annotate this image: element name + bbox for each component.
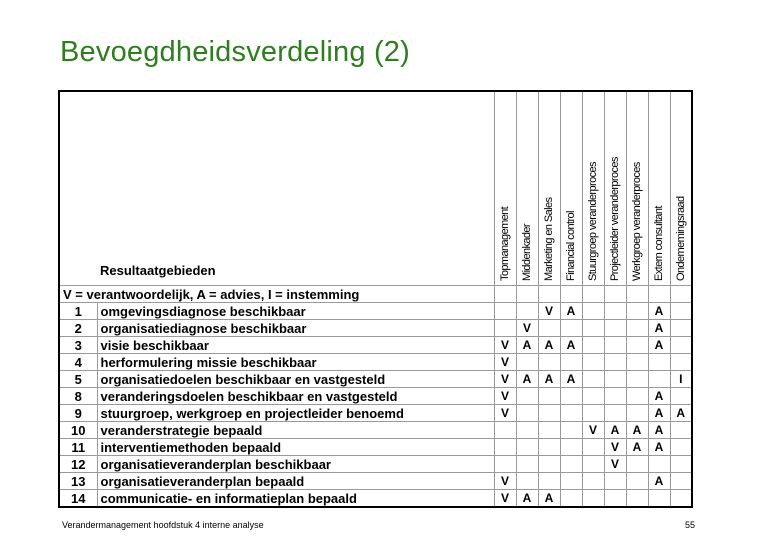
column-header-label: Middenkader bbox=[521, 224, 533, 281]
authority-cell: A bbox=[516, 490, 538, 508]
authority-cell bbox=[516, 422, 538, 439]
table-heading: Resultaatgebieden bbox=[100, 263, 216, 278]
authority-cell bbox=[582, 473, 604, 490]
authority-cell bbox=[626, 303, 648, 320]
authority-cell: V bbox=[494, 337, 516, 354]
authority-cell: A bbox=[538, 337, 560, 354]
authority-cell: A bbox=[670, 405, 692, 422]
authority-cell bbox=[538, 473, 560, 490]
legend-empty-cell bbox=[582, 286, 604, 303]
table-row bbox=[59, 371, 692, 388]
authority-cell bbox=[604, 473, 626, 490]
authority-cell: I bbox=[670, 371, 692, 388]
legend-empty-cell bbox=[670, 286, 692, 303]
row-label: visie beschikbaar bbox=[97, 337, 494, 354]
authority-cell bbox=[670, 456, 692, 473]
authority-cell bbox=[670, 439, 692, 456]
column-header bbox=[538, 91, 560, 286]
header-cell bbox=[59, 91, 494, 286]
legend-row bbox=[59, 286, 692, 303]
authority-cell: V bbox=[494, 354, 516, 371]
authority-cell bbox=[560, 405, 582, 422]
slide-title: Bevoegdheidsverdeling (2) bbox=[60, 36, 410, 68]
authority-cell bbox=[626, 490, 648, 508]
row-number: 14 bbox=[59, 490, 97, 508]
table-row bbox=[59, 388, 692, 405]
authority-cell bbox=[494, 303, 516, 320]
authority-cell: A bbox=[648, 473, 670, 490]
authority-cell: A bbox=[648, 337, 670, 354]
authority-cell: A bbox=[648, 388, 670, 405]
authority-cell: V bbox=[604, 439, 626, 456]
table-row bbox=[59, 320, 692, 337]
authority-cell: A bbox=[648, 320, 670, 337]
authority-cell: A bbox=[648, 439, 670, 456]
row-label: veranderingsdoelen beschikbaar en vastgesteld bbox=[97, 388, 494, 405]
row-number: 13 bbox=[59, 473, 97, 490]
row-label: organisatiediagnose beschikbaar bbox=[97, 320, 494, 337]
authority-cell: A bbox=[538, 371, 560, 388]
row-number: 2 bbox=[59, 320, 97, 337]
authority-table-container bbox=[58, 90, 691, 504]
row-label: organisatiedoelen beschikbaar en vastgesteld bbox=[97, 371, 494, 388]
authority-cell bbox=[648, 371, 670, 388]
authority-cell bbox=[626, 388, 648, 405]
authority-cell bbox=[604, 303, 626, 320]
authority-cell bbox=[582, 405, 604, 422]
authority-cell bbox=[670, 354, 692, 371]
authority-cell: A bbox=[560, 371, 582, 388]
authority-cell bbox=[582, 490, 604, 508]
authority-cell bbox=[560, 354, 582, 371]
authority-cell: A bbox=[648, 303, 670, 320]
authority-cell bbox=[626, 405, 648, 422]
authority-cell bbox=[560, 320, 582, 337]
column-header-label: Marketing en Sales bbox=[543, 197, 555, 281]
legend-empty-cell bbox=[538, 286, 560, 303]
authority-cell: A bbox=[538, 490, 560, 508]
table-row bbox=[59, 422, 692, 439]
authority-cell: V bbox=[494, 388, 516, 405]
row-number: 12 bbox=[59, 456, 97, 473]
authority-cell bbox=[494, 422, 516, 439]
authority-cell bbox=[604, 388, 626, 405]
authority-cell: A bbox=[648, 422, 670, 439]
table-row bbox=[59, 354, 692, 371]
authority-cell bbox=[604, 490, 626, 508]
row-number: 1 bbox=[59, 303, 97, 320]
column-header bbox=[670, 91, 692, 286]
authority-cell bbox=[538, 422, 560, 439]
row-label: omgevingsdiagnose beschikbaar bbox=[97, 303, 494, 320]
row-number: 8 bbox=[59, 388, 97, 405]
authority-cell: V bbox=[538, 303, 560, 320]
column-header bbox=[582, 91, 604, 286]
authority-cell bbox=[560, 422, 582, 439]
authority-cell bbox=[516, 303, 538, 320]
authority-cell bbox=[626, 354, 648, 371]
authority-cell: V bbox=[582, 422, 604, 439]
table-row bbox=[59, 456, 692, 473]
legend-text: V = verantwoordelijk, A = advies, I = instemming bbox=[59, 286, 494, 303]
authority-cell bbox=[582, 388, 604, 405]
row-number: 3 bbox=[59, 337, 97, 354]
authority-cell bbox=[560, 439, 582, 456]
row-label: herformulering missie beschikbaar bbox=[97, 354, 494, 371]
authority-cell bbox=[626, 337, 648, 354]
authority-cell: V bbox=[494, 405, 516, 422]
authority-cell bbox=[670, 490, 692, 508]
authority-cell: A bbox=[648, 405, 670, 422]
authority-cell bbox=[516, 439, 538, 456]
authority-cell: V bbox=[516, 320, 538, 337]
authority-cell bbox=[582, 439, 604, 456]
legend-empty-cell bbox=[648, 286, 670, 303]
authority-cell bbox=[560, 490, 582, 508]
column-header-label: Extern consultant bbox=[653, 206, 665, 281]
authority-cell: V bbox=[494, 473, 516, 490]
authority-cell: A bbox=[626, 439, 648, 456]
table-row bbox=[59, 303, 692, 320]
authority-cell bbox=[626, 473, 648, 490]
row-number: 10 bbox=[59, 422, 97, 439]
authority-cell bbox=[560, 388, 582, 405]
row-number: 9 bbox=[59, 405, 97, 422]
authority-cell bbox=[538, 354, 560, 371]
authority-cell: A bbox=[604, 422, 626, 439]
table-row bbox=[59, 337, 692, 354]
row-label: organisatieveranderplan beschikbaar bbox=[97, 456, 494, 473]
authority-cell bbox=[670, 320, 692, 337]
authority-cell: A bbox=[626, 422, 648, 439]
authority-cell bbox=[670, 303, 692, 320]
authority-cell: V bbox=[494, 371, 516, 388]
authority-cell bbox=[582, 303, 604, 320]
authority-cell bbox=[494, 439, 516, 456]
authority-cell bbox=[604, 371, 626, 388]
authority-cell bbox=[670, 422, 692, 439]
column-header bbox=[560, 91, 582, 286]
column-header bbox=[626, 91, 648, 286]
column-header-label: Financial control bbox=[565, 211, 577, 281]
authority-cell bbox=[582, 371, 604, 388]
column-header bbox=[604, 91, 626, 286]
authority-cell bbox=[648, 490, 670, 508]
table-row bbox=[59, 473, 692, 490]
table-row bbox=[59, 439, 692, 456]
column-header-label: Ondernemingsraad bbox=[674, 196, 687, 281]
legend-empty-cell bbox=[494, 286, 516, 303]
authority-cell bbox=[670, 388, 692, 405]
authority-cell: V bbox=[494, 490, 516, 508]
authority-cell bbox=[560, 456, 582, 473]
authority-cell bbox=[648, 354, 670, 371]
authority-cell bbox=[626, 456, 648, 473]
authority-cell bbox=[516, 388, 538, 405]
column-header-label: Projectleider veranderproces bbox=[609, 157, 621, 281]
authority-cell bbox=[670, 337, 692, 354]
authority-cell: A bbox=[560, 303, 582, 320]
authority-cell bbox=[516, 473, 538, 490]
legend-empty-cell bbox=[604, 286, 626, 303]
table-row bbox=[59, 490, 692, 508]
authority-cell bbox=[516, 354, 538, 371]
row-label: stuurgroep, werkgroep en projectleider benoemd bbox=[97, 405, 494, 422]
authority-cell bbox=[626, 371, 648, 388]
row-label: interventiemethoden bepaald bbox=[97, 439, 494, 456]
authority-cell bbox=[582, 456, 604, 473]
authority-cell bbox=[670, 473, 692, 490]
authority-cell bbox=[538, 456, 560, 473]
row-label: veranderstrategie bepaald bbox=[97, 422, 494, 439]
authority-cell bbox=[516, 456, 538, 473]
authority-cell bbox=[604, 354, 626, 371]
authority-cell bbox=[516, 405, 538, 422]
authority-cell bbox=[494, 320, 516, 337]
column-header bbox=[648, 91, 670, 286]
row-number: 4 bbox=[59, 354, 97, 371]
authority-cell bbox=[604, 320, 626, 337]
authority-matrix-table bbox=[58, 90, 693, 508]
column-header-label: Werkgroep veranderproces bbox=[631, 162, 643, 281]
authority-cell bbox=[538, 388, 560, 405]
legend-empty-cell bbox=[516, 286, 538, 303]
authority-cell bbox=[626, 320, 648, 337]
authority-cell bbox=[604, 337, 626, 354]
row-number: 11 bbox=[59, 439, 97, 456]
authority-cell: A bbox=[560, 337, 582, 354]
table-row bbox=[59, 405, 692, 422]
column-header bbox=[494, 91, 516, 286]
authority-cell bbox=[582, 354, 604, 371]
authority-cell bbox=[560, 473, 582, 490]
column-header bbox=[516, 91, 538, 286]
authority-cell bbox=[648, 456, 670, 473]
row-label: communicatie- en informatieplan bepaald bbox=[97, 490, 494, 508]
authority-cell bbox=[538, 405, 560, 422]
authority-cell: A bbox=[516, 371, 538, 388]
legend-empty-cell bbox=[626, 286, 648, 303]
column-header-label: Stuurgroep veranderproces bbox=[587, 162, 599, 281]
page-number: 55 bbox=[685, 520, 696, 530]
row-label: organisatieveranderplan bepaald bbox=[97, 473, 494, 490]
authority-cell bbox=[582, 337, 604, 354]
authority-cell: A bbox=[516, 337, 538, 354]
legend-empty-cell bbox=[560, 286, 582, 303]
authority-cell bbox=[604, 405, 626, 422]
column-header-label: Topmanagement bbox=[499, 206, 511, 281]
row-number: 5 bbox=[59, 371, 97, 388]
authority-cell bbox=[538, 320, 560, 337]
authority-cell: V bbox=[604, 456, 626, 473]
authority-cell bbox=[494, 456, 516, 473]
authority-cell bbox=[582, 320, 604, 337]
authority-cell bbox=[538, 439, 560, 456]
footer-caption: Verandermanagement hoofdstuk 4 interne analyse bbox=[62, 520, 264, 530]
header-row bbox=[59, 91, 692, 286]
